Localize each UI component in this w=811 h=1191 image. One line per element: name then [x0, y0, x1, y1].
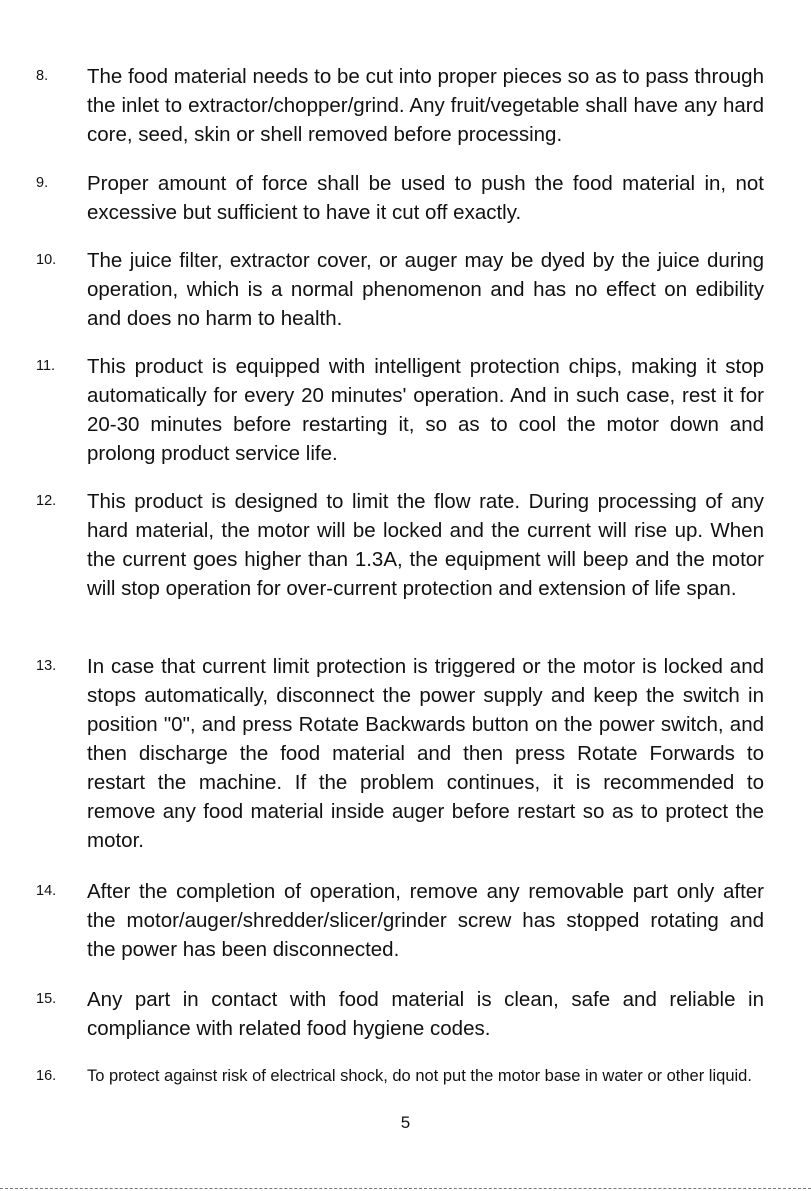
item-text: Proper amount of force shall be used to push the food material in, not excessive but sufficient to have it cut off exactly. [87, 172, 764, 224]
item-number: 14. [36, 883, 57, 899]
item-number: 10. [36, 252, 57, 268]
item-number: 16. [36, 1068, 57, 1084]
item-text: The food material needs to be cut into proper pieces so as to pass through the inlet to extractor/chopper/grind. Any fruit/vegetable shall have any hard core, seed, skin or shell removed before processing. [87, 65, 764, 146]
item-text: This product is equipped with intelligent protection chips, making it stop automatically for every 20 minutes' operation. And in such case, rest it for 20-30 minutes before restarting it, so as to cool the motor down and prolong product service life. [87, 355, 764, 465]
item-text: This product is designed to limit the flow rate. During processing of any hard material, the motor will be locked and the current will rise up. When the current goes higher than 1.3A, the equipment will beep and the motor will stop operation for over-current protection and extension of life span. [87, 490, 764, 600]
item-text: After the completion of operation, remove any removable part only after the motor/auger/shredder/slicer/grinder screw has stopped rotating and the power has been disconnected. [87, 880, 764, 961]
item-number: 12. [36, 493, 57, 509]
page-edge-divider [0, 1188, 811, 1189]
item-number: 15. [36, 991, 57, 1007]
item-number: 11. [36, 358, 56, 374]
item-text: In case that current limit protection is triggered or the motor is locked and stops automatically, disconnect the power supply and keep the switch in position "0", and press Rotate Backwards button on the power switch, and then discharge the food material and then press Rotate Forwards to restart the machine. If the problem continues, it is recommended to remove any food material inside auger before restart so as to protect the motor. [87, 655, 764, 852]
page-number: 5 [400, 1113, 411, 1132]
item-text: Any part in contact with food material is clean, safe and reliable in compliance with related food hygiene codes. [87, 988, 764, 1040]
item-number: 8. [36, 68, 49, 84]
item-number: 9. [36, 175, 49, 191]
item-text: To protect against risk of electrical shock, do not put the motor base in water or other liquid. [87, 1067, 752, 1085]
item-number: 13. [36, 658, 57, 674]
item-text: The juice filter, extractor cover, or auger may be dyed by the juice during operation, which is a normal phenomenon and has no effect on edibility and does no harm to health. [87, 249, 764, 330]
